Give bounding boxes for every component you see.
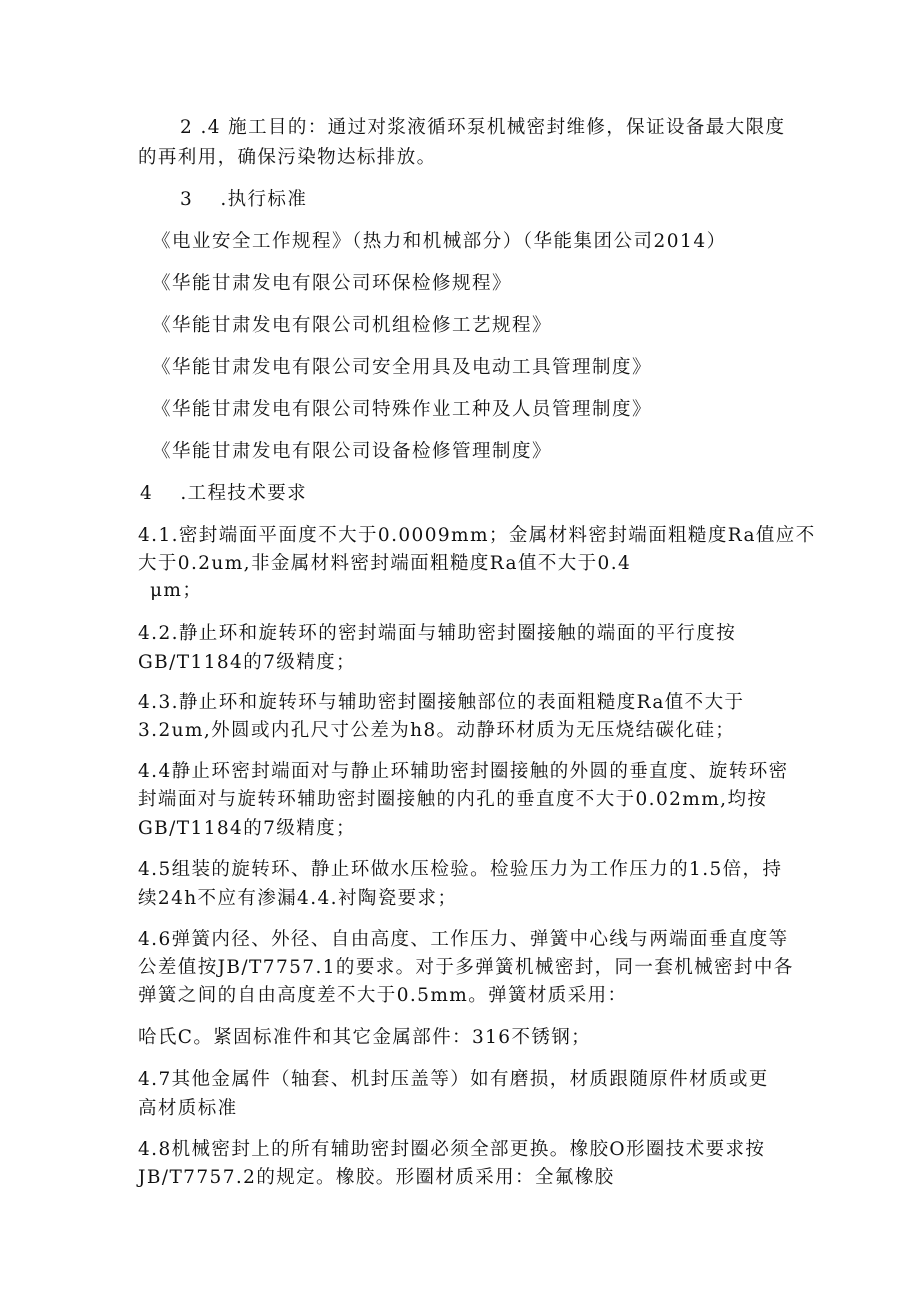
item-4-3-line-1: 4.3.静止环和旋转环与辅助密封圈接触部位的表面粗糙度Ra值不大于	[138, 692, 745, 713]
standard-item: 《华能甘肃发电有限公司特殊作业工种及人员管理制度》	[152, 399, 653, 420]
standard-item: 《华能甘肃发电有限公司机组检修工艺规程》	[152, 315, 553, 336]
standard-item: 《华能甘肃发电有限公司环保检修规程》	[152, 273, 513, 294]
section-2-4-line-1: 2 .4 施工目的：通过对浆液循环泵机械密封维修，保证设备最大限度	[180, 117, 786, 138]
item-4-7-line-2: 高材质标准	[138, 1098, 238, 1119]
item-4-3-line-2: 3.2um,外圆或内孔尺寸公差为h8。动静环材质为无压烧结碳化硅；	[138, 720, 736, 741]
standard-item: 《华能甘肃发电有限公司设备检修管理制度》	[152, 441, 553, 462]
item-4-4-line-2: 封端面对与旋转环辅助密封圈接触的内孔的垂直度不大于0.02mm,均按	[138, 789, 768, 810]
item-4-6-line-3: 弹簧之间的自由高度差不大于0.5mm。弹簧材质采用：	[138, 985, 628, 1006]
item-4-1-line-2: 大于0.2um,非金属材料密封端面粗糙度Ra值不大于0.4	[138, 553, 632, 574]
item-4-4-line-1: 4.4静止环密封端面对与静止环辅助密封圈接触的外圆的垂直度、旋转环密	[138, 761, 789, 782]
item-4-6-line-1: 4.6弹簧内径、外径、自由高度、工作压力、弹簧中心线与两端面垂直度等	[138, 929, 789, 950]
standard-item: 《华能甘肃发电有限公司安全用具及电动工具管理制度》	[152, 357, 653, 378]
item-4-8-line-2: JB/T7757.2的规定。橡胶。形圈材质采用：全氟橡胶	[138, 1167, 615, 1188]
item-4-5-line-1: 4.5组装的旋转环、静止环做水压检验。检验压力为工作压力的1.5倍，持	[138, 859, 783, 880]
item-4-2-line-2: GB/T1184的7级精度；	[138, 652, 356, 673]
item-4-1-line-3: μm；	[150, 580, 203, 601]
standard-item: 《电业安全工作规程》（热力和机械部分）（华能集团公司2014）	[152, 231, 727, 252]
item-4-5-line-2: 续24h不应有渗漏4.4.衬陶瓷要求；	[138, 888, 458, 909]
item-4-2-line-1: 4.2.静止环和旋转环的密封端面与辅助密封圈接触的端面的平行度按	[138, 623, 737, 644]
section-3-heading: 3 .执行标准	[180, 189, 308, 210]
item-4-8-line-1: 4.8机械密封上的所有辅助密封圈必须全部更换。橡胶O形圈技术要求按	[138, 1139, 766, 1160]
item-4-1-line-1: 4.1.密封端面平面度不大于0.0009mm；金属材料密封端面粗糙度Ra值应不	[138, 525, 816, 546]
item-4-7-line-1: 4.7其他金属件（轴套、机封压盖等）如有磨损，材质跟随原件材质或更	[138, 1069, 769, 1090]
item-4-6-line-2: 公差值按JB/T7757.1的要求。对于多弹簧机械密封，同一套机械密封中各	[138, 957, 794, 978]
section-4-heading: 4 .工程技术要求	[140, 483, 308, 504]
section-2-4-line-2: 的再利用，确保污染物达标排放。	[138, 147, 437, 168]
item-4-6-line-4: 哈氏C。紧固标准件和其它金属部件：316不锈钢；	[138, 1027, 592, 1048]
item-4-4-line-3: GB/T1184的7级精度；	[138, 818, 356, 839]
